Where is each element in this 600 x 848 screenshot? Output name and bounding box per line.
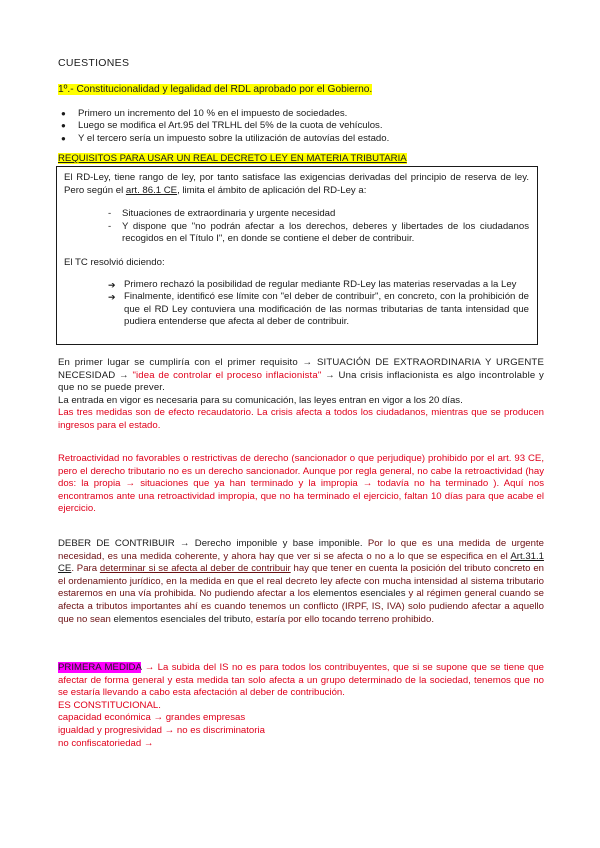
requirements-box (56, 166, 538, 345)
duty-paragraph (58, 538, 544, 626)
first-measure-label: PRIMERA MEDIDA (58, 662, 142, 673)
box-intro-text-end: , limita el ámbito de aplicación del RD-Ley a: (177, 184, 367, 196)
first-requirement-paragraph (58, 357, 544, 433)
article-link: Art.31.1 CE (58, 550, 544, 575)
tc-list (64, 279, 529, 329)
duty-text: y al régimen general cuando se afecta a tributos importantes ahí es cuando tenemos un conflicto (IRPF, IS, IVA) solo pudiendo afectar a aquello que no sean (58, 588, 545, 625)
duty-text: hay que tener en cuenta la posición del tributo concreto en el ordenamiento jurídico, en la medida en que el real decreto ley afecte con mucha intensidad al sistema tributario estaremos en una vía prohibida. No pudiendo afectar a los (58, 563, 544, 600)
paragraph-line-red: Las tres medidas son de efecto recaudatorio. La crisis afecta a todos los ciudadanos, mientras que se producen ingresos para el estado. (58, 407, 544, 431)
article-link: art. 86.1 CE (125, 184, 178, 196)
measures-list (58, 108, 544, 145)
duty-text: , estaría por ello tocando terreno prohibido. (250, 613, 435, 625)
list-item: ● Luego se modifica el Art.95 del TRLHL del 5% de la cuota de vehículos. (58, 120, 544, 132)
requirements-heading (58, 153, 544, 166)
paragraph-line-red: capacidad económica → grandes empresas (58, 712, 246, 724)
duty-keyword: elementos esenciales del tributo (113, 613, 251, 625)
duty-underlined: determinar si se afecta al deber de contribuir (99, 563, 291, 575)
paragraph-text: En primer lugar se cumpliría con el primer requisito → SITUACIÓN DE EXTRAORDINARIA Y URGENTE NECESIDAD → (58, 357, 544, 381)
paragraph-text-end: → Una crisis inflacionista es algo incontrolable y que no se puede prever. (58, 369, 544, 394)
limits-list (64, 208, 529, 246)
list-item: ➔ Finalmente, identificó ese límite con "el deber de contribuir", en concreto, con la prohibición de que el RD Ley contuviera una modificación de las normas tributarias de tanta intensidad que pudiera entenderse que afecta al deber de contribuir. (108, 291, 529, 329)
paragraph-line-red: ES CONSTITUCIONAL. (58, 699, 161, 711)
question-heading-text: 1º.- Constitucionalidad y legalidad del RDL aprobado por el Gobierno. (58, 84, 373, 95)
list-item: ➔ Primero rechazó la posibilidad de regular mediante RD-Ley las materias reservadas a la Ley (108, 279, 529, 292)
requirements-heading-text: REQUISITOS PARA USAR UN REAL DECRETO LEY EN MATERIA TRIBUTARIA (58, 153, 407, 164)
list-item: - Y dispone que "no podrán afectar a los derechos, deberes y libertades de los ciudadanos recogidos en el Título I", en donde se contiene el deber de contribuir. (108, 221, 529, 246)
first-measure-text: → La subida del IS no es para todos los contribuyentes, que si se supone que se tiene que afectar de forma general y esta medida tan solo afecta a un grupo determinado de la sociedad, tenemos que no se estaría llevando a cabo esta afectación al deber de contribución. (58, 662, 544, 699)
first-measure-paragraph (58, 662, 544, 750)
paragraph-line-red: igualdad y progresividad → no es discriminatoria (58, 724, 265, 736)
duty-text: . Para (71, 563, 100, 575)
duty-keyword: elementos esenciales (312, 588, 406, 600)
list-item: ● Y el tercero sería un impuesto sobre la utilización de autovías del estado. (58, 133, 544, 145)
page-title: CUESTIONES (58, 57, 130, 69)
box-intro (64, 172, 529, 197)
list-item: ● Primero un incremento del 10 % en el impuesto de sociedades. (58, 108, 544, 120)
list-item: - Situaciones de extraordinaria y urgente necesidad (108, 208, 529, 221)
question-heading (58, 84, 544, 97)
paragraph-line (58, 357, 544, 395)
paragraph-line-red: no confiscatoriedad → (58, 737, 154, 749)
paragraph-line: La entrada en vigor es necesaria para su comunicación, las leyes entran en vigor a los 20 días. (58, 394, 463, 406)
tc-intro: El TC resolvió diciendo: (64, 256, 165, 268)
retroactivity-paragraph: Retroactividad no favorables o restrictivas de derecho (sancionador o que perjudique) prohibido por el art. 93 CE, pero el derecho tributario no es un derecho sancionador. Aunque por regla general, no cabe la retroactividad (hay dos: la propia → situaciones que ya han terminado y la impropia → todavía no ha terminado ). Aquí nos encontramos ante una retroactividad impropia, que no ha terminado el ejercicio, faltan 10 días para que acabe el ejercicio. (58, 453, 544, 515)
duty-heading: DEBER DE CONTRIBUIR → Derecho imponible y base imponible. (58, 538, 368, 549)
box-intro-text: El RD-Ley, tiene rango de ley, por tanto satisface las exigencias derivadas del principio de reserva de ley. Pero según el (64, 172, 529, 196)
duty-text: Por lo que es una medida de urgente necesidad, es una medida coherente, y ahora hay que ver si se afecta o no a lo que se especifica en el (58, 538, 544, 562)
highlight-quote: "idea de controlar el proceso inflacionista" (132, 369, 322, 381)
